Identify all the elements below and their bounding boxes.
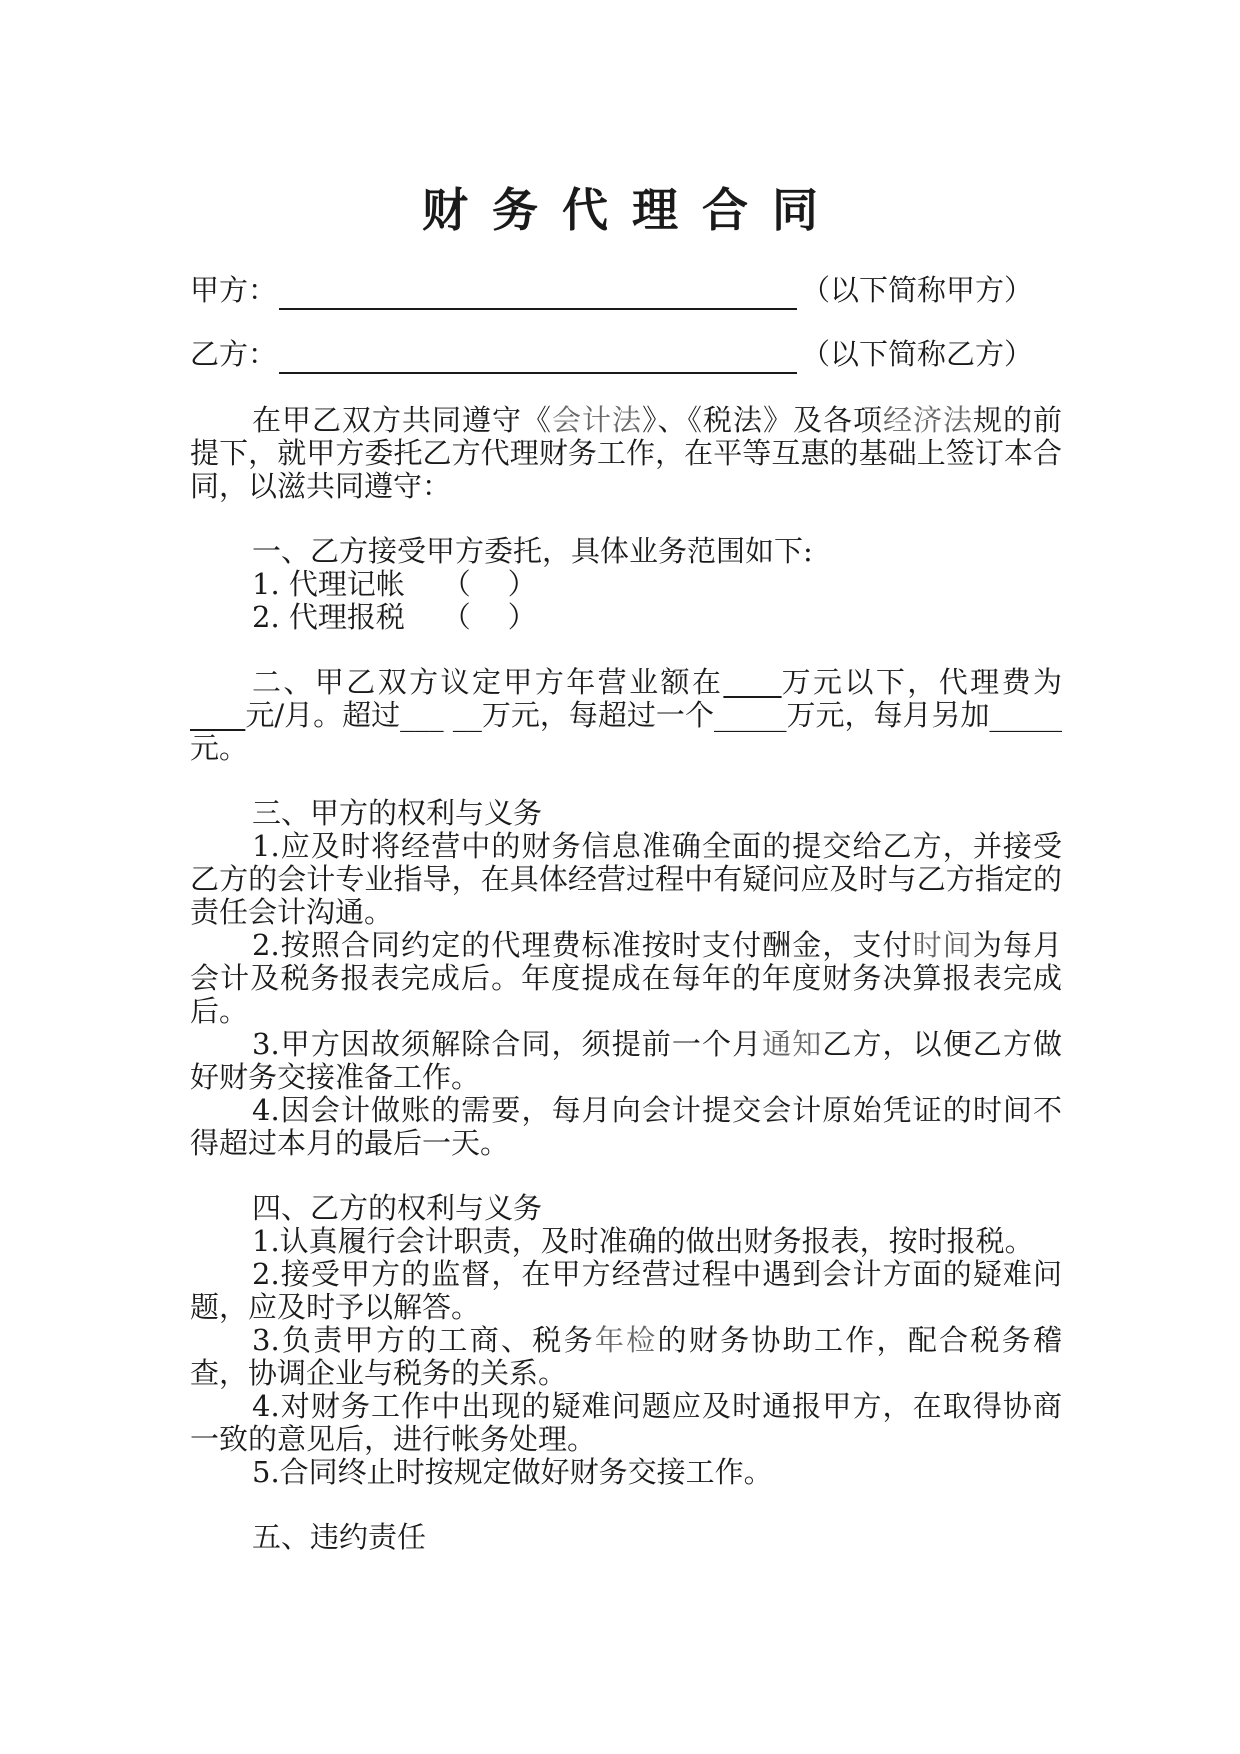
preamble-link-accounting-law: 会计法 — [551, 403, 642, 437]
section-4-heading: 四、乙方的权利与义务 — [252, 1191, 543, 1225]
party-a-label: 甲方： — [190, 273, 278, 307]
preamble-text-3: 规的前提下，就甲方委托乙方代理财务工作，在平等互惠的基础上签订本合同，以滋共同遵守： — [190, 403, 1062, 503]
section-3-clause-3-link: 通知 — [762, 1027, 823, 1061]
party-b-blank — [279, 340, 797, 374]
section-2-text-2: 万元以下，代理费为 — [781, 665, 1062, 699]
preamble-text-1: 在甲乙双方共同遵守《 — [252, 403, 552, 437]
party-a-line — [190, 270, 1070, 310]
section-4-clause-4: 4.对财务工作中出现的疑难问题应及时通报甲方，在取得协商一致的意见后，进行帐务处理。 — [190, 1389, 1062, 1456]
section-1-item-2: 2. 代理报税 （ ） — [252, 600, 537, 634]
section-1-heading: 一、乙方接受甲方委托，具体业务范围如下: — [252, 534, 813, 568]
contract-body — [190, 404, 1062, 1554]
party-a-blank — [279, 276, 797, 310]
section-2-text-1: 二、甲乙双方议定甲方年营业额在 — [252, 665, 724, 699]
section-1-item-1: 1. 代理记帐 （ ） — [252, 567, 537, 601]
preamble — [190, 404, 1062, 503]
section-3-heading: 三、甲方的权利与义务 — [252, 796, 543, 830]
section-4-clause-5: 5.合同终止时按规定做好财务交接工作。 — [252, 1455, 773, 1489]
section-3-clause-4: 4.因会计做账的需要，每月向会计提交会计原始凭证的时间不得超过本月的最后一天。 — [190, 1093, 1062, 1160]
preamble-text-2: 》、《税法》及各项 — [641, 403, 883, 437]
section-4-clause-3-text-b: 的财务协助工作，配合税务稽查，协调企业与税务的关系。 — [190, 1323, 1062, 1390]
section-3-clause-2-text-b: 为每月会计及税务报表完成后。年度提成在每年的年度财务决算报表完成后。 — [190, 928, 1062, 1028]
section-3-clause-2-text-a: 2.按照合同约定的代理费标准按时支付酬金，支付 — [252, 928, 913, 962]
party-a-suffix: （以下简称甲方） — [801, 273, 1034, 307]
section-3-clause-2-link: 时间 — [912, 928, 973, 962]
party-b-label: 乙方： — [190, 337, 278, 371]
section-4-clause-3-text-a: 3.负责甲方的工商、税务 — [252, 1323, 595, 1357]
section-4-clause-2: 2.接受甲方的监督，在甲方经营过程中遇到会计方面的疑难问题，应及时予以解答。 — [190, 1257, 1062, 1324]
party-b-suffix: （以下简称乙方） — [801, 337, 1034, 371]
section-3-clause-3 — [190, 1028, 1062, 1094]
preamble-link-economic-law: 经济法 — [882, 403, 973, 437]
section-4-clause-3 — [190, 1324, 1062, 1390]
section-3-clause-3-text-b: 乙方，以便乙方做好财务交接准备工作。 — [190, 1027, 1062, 1094]
section-2-text — [190, 666, 1062, 765]
section-3-clause-3-text-a: 3.甲方因故须解除合同，须提前一个月 — [252, 1027, 763, 1061]
section-4-clause-3-link: 年检 — [594, 1323, 658, 1357]
party-b-line — [190, 334, 1070, 374]
document-title: 财务代理合同 — [422, 183, 842, 237]
section-2-blank-2 — [190, 698, 245, 732]
section-3-clause-2 — [190, 929, 1062, 1028]
section-3-clause-1: 1.应及时将经营中的财务信息准确全面的提交给乙方，并接受乙方的会计专业指导，在具体经营过程中有疑问应及时与乙方指定的责任会计沟通。 — [190, 829, 1062, 929]
section-4-clause-1: 1.认真履行会计职责，及时准确的做出财务报表，按时报税。 — [252, 1224, 1034, 1258]
section-5-heading: 五、违约责任 — [252, 1520, 427, 1554]
section-2-text-3: 元/月。超过___ __万元，每超过一个_____万元，每月另加_____元。 — [190, 698, 1062, 765]
section-2-blank-1 — [723, 665, 781, 699]
